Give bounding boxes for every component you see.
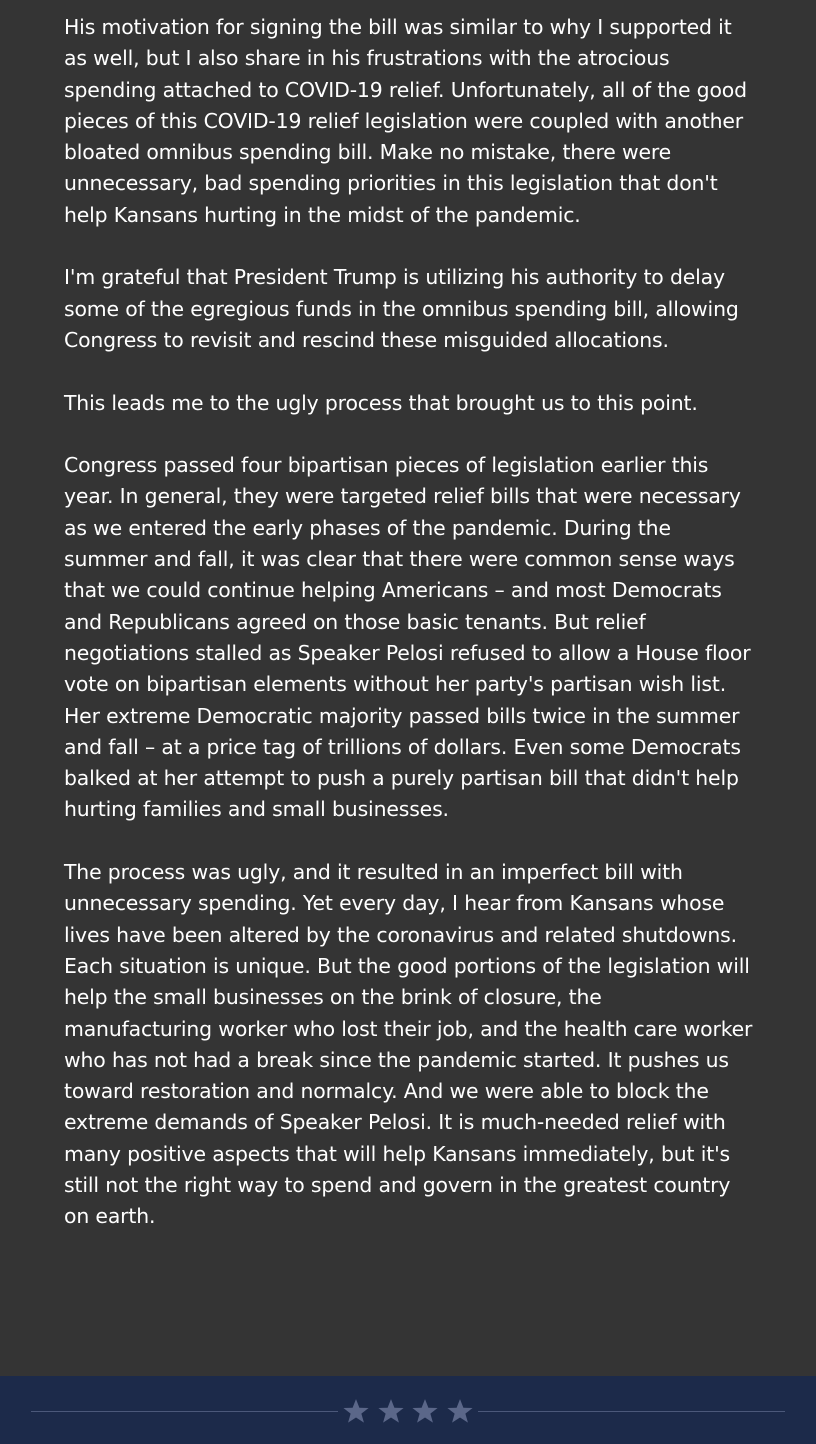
star-icon (342, 1397, 370, 1425)
article-body (64, 12, 754, 1264)
divider-line-left (31, 1411, 338, 1412)
star-icon (411, 1397, 439, 1425)
divider-line-right (478, 1411, 785, 1412)
star-icon (446, 1397, 474, 1425)
article-paragraph: The process was ugly, and it resulted in an imperfect bill with unnecessary spending. Yet every day, I hear from Kansans whose lives have been altered by the coronavirus and related shutdowns. Each situation is unique. But the good portions of the legislation will help the small businesses on the brink of closure, the manufacturing worker who lost their job, and the health care worker who has not had a break since the pandemic started. It pushes us toward restoration and normalcy. And we were able to block the extreme demands of Speaker Pelosi. It is much-needed relief with many positive aspects that will help Kansans immediately, but it's still not the right way to spend and govern in the greatest country on earth. (64, 860, 753, 1229)
star-divider (338, 1391, 478, 1431)
footer-band (0, 1376, 816, 1444)
star-icon (377, 1397, 405, 1425)
article-paragraph: His motivation for signing the bill was similar to why I supported it as well, but I also share in his frustrations with the atrocious spending attached to COVID-19 relief. Unfortunately, all of the good pieces of this COVID-19 relief legislation were coupled with another bloated omnibus spending bill. Make no mistake, there were unnecessary, bad spending priorities in this legislation that don't help Kansans hurting in the midst of the pandemic. (64, 15, 747, 227)
article-paragraph: Congress passed four bipartisan pieces of legislation earlier this year. In general, they were targeted relief bills that were necessary as we entered the early phases of the pandemic. During the summer and fall, it was clear that there were common sense ways that we could continue helping Americans – and most Democrats and Republicans agreed on those basic tenants. But relief negotiations stalled as Speaker Pelosi refused to allow a House floor vote on bipartisan elements without her party's partisan wish list. Her extreme Democratic majority passed bills twice in the summer and fall – at a price tag of trillions of dollars. Even some Democrats balked at her attempt to push a purely partisan bill that didn't help hurting families and small businesses. (64, 453, 751, 822)
article-paragraph: This leads me to the ugly process that brought us to this point. (64, 390, 698, 415)
article-paragraph: I'm grateful that President Trump is utilizing his authority to delay some of the egregious funds in the omnibus spending bill, allowing Congress to revisit and rescind these misguided allocations. (64, 265, 739, 352)
